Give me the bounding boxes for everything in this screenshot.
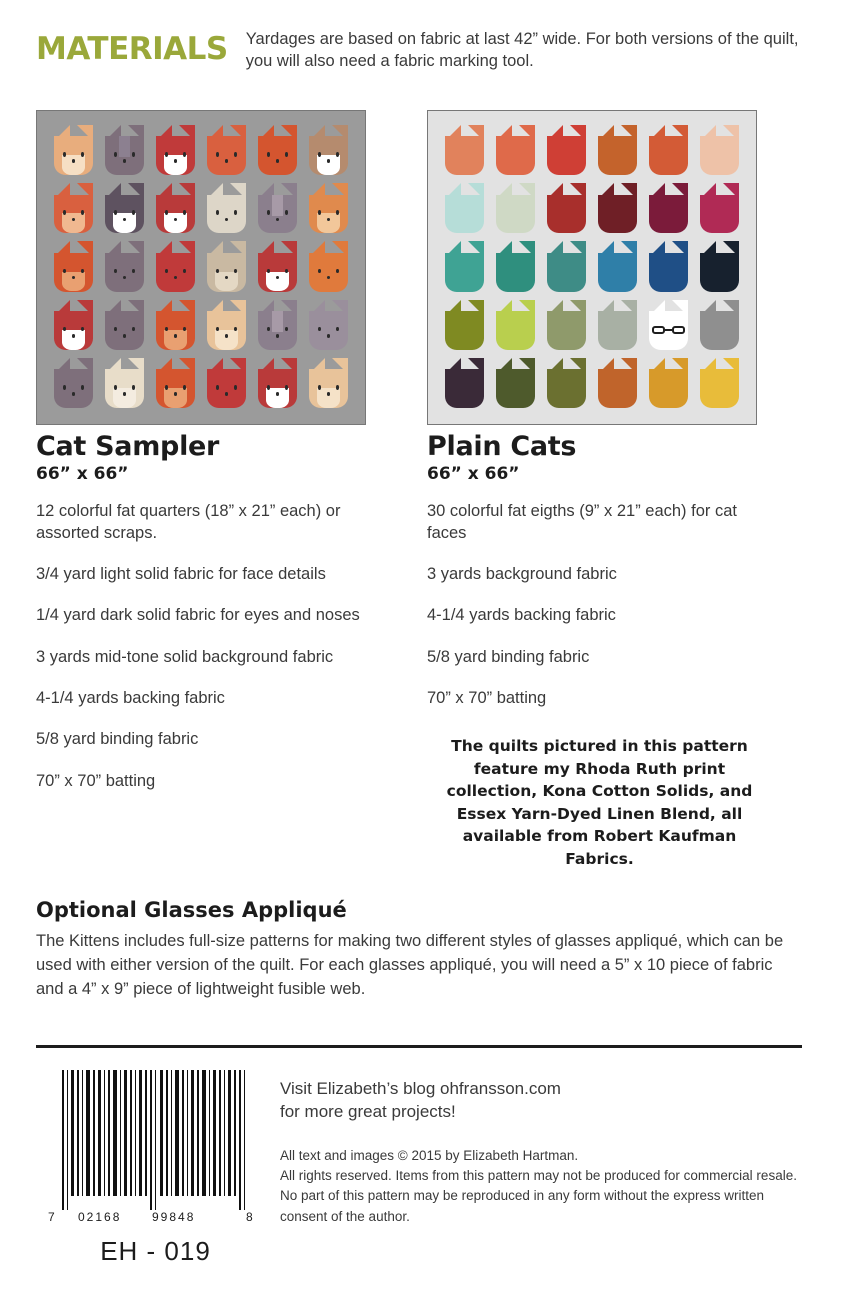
cat-stripe	[119, 136, 131, 157]
blog-line-1: Visit Elizabeth’s blog ohfransson.com	[280, 1079, 561, 1098]
cat-muzzle	[317, 155, 340, 175]
cat-head	[649, 195, 689, 234]
plain-cats-size: 66” x 66”	[427, 463, 520, 484]
cat-block	[51, 125, 96, 177]
blog-line-2: for more great projects!	[280, 1101, 456, 1121]
barcode-digit-group-1: 02168	[78, 1210, 122, 1224]
cat-muzzle	[62, 213, 85, 233]
cat-eye	[318, 327, 321, 332]
list-item: 4-1/4 yards backing fabric	[36, 689, 225, 708]
cat-head	[547, 369, 587, 408]
cat-eye	[267, 152, 270, 157]
cat-block	[697, 241, 742, 293]
cat-muzzle	[266, 388, 289, 408]
sku-label: EH - 019	[100, 1236, 211, 1266]
cat-sampler-size: 66” x 66”	[36, 463, 129, 484]
cat-eye	[267, 385, 270, 390]
cat-block	[544, 300, 589, 352]
cat-head	[598, 311, 638, 350]
cat-block	[442, 183, 487, 235]
cat-eye	[216, 327, 219, 332]
cat-block	[442, 241, 487, 293]
cat-muzzle	[113, 388, 136, 408]
barcode-digit-left: 7	[48, 1210, 55, 1224]
cat-muzzle	[266, 272, 289, 292]
cat-eye	[63, 327, 66, 332]
cat-head	[105, 311, 145, 350]
cat-head	[598, 369, 638, 408]
cat-eye	[63, 269, 66, 274]
cat-nose	[327, 334, 331, 338]
cat-block	[306, 183, 351, 235]
cat-muzzle	[164, 388, 187, 408]
cat-eye	[318, 210, 321, 215]
cat-eye	[318, 269, 321, 274]
cat-head	[649, 253, 689, 292]
barcode-digit-right: 8	[246, 1210, 253, 1224]
cat-eye	[267, 210, 270, 215]
optional-glasses-body: The Kittens includes full-size patterns for making two different styles of glasses appliqué, which can be used with either version of the quilt. For each glasses appliqué, you will need a 5” x 10 piece of fabric and a 4” x 9” piece of lightweight fusible web.	[36, 932, 784, 998]
cat-head	[496, 311, 536, 350]
barcode-block	[48, 1070, 263, 1267]
plain-cats-grid	[442, 125, 742, 410]
list-item: 4-1/4 yards backing fabric	[427, 606, 616, 625]
cat-head	[700, 136, 740, 175]
cat-eye	[267, 327, 270, 332]
cat-nose	[123, 392, 127, 396]
cat-head	[598, 195, 638, 234]
cat-head	[445, 253, 485, 292]
cat-muzzle	[164, 155, 187, 175]
cat-block	[204, 358, 249, 410]
optional-glasses-section	[36, 898, 804, 1002]
cat-nose	[174, 334, 178, 338]
cat-head	[496, 253, 536, 292]
cat-head	[598, 136, 638, 175]
cat-head	[547, 195, 587, 234]
list-item: 3 yards mid-tone solid background fabric	[36, 647, 334, 666]
cat-block	[646, 241, 691, 293]
cat-head	[496, 195, 536, 234]
cat-head	[496, 136, 536, 175]
list-item: 3 yards background fabric	[427, 565, 617, 584]
list-item: 70” x 70” batting	[427, 689, 547, 708]
cat-muzzle	[113, 213, 136, 233]
cat-head	[445, 369, 485, 408]
cat-head	[649, 369, 689, 408]
cat-block	[493, 300, 538, 352]
cat-eye	[114, 152, 117, 157]
cat-nose	[174, 392, 178, 396]
barcode-digit-group-2: 99848	[152, 1210, 196, 1224]
cat-block	[442, 125, 487, 177]
cat-head	[156, 253, 196, 292]
cat-block	[697, 300, 742, 352]
cat-eye	[114, 269, 117, 274]
cat-block	[102, 125, 147, 177]
cat-eye	[318, 385, 321, 390]
cat-head	[547, 136, 587, 175]
cat-eye	[114, 210, 117, 215]
cat-block	[153, 183, 198, 235]
cat-eye	[63, 385, 66, 390]
cat-block	[493, 358, 538, 410]
cat-head	[598, 253, 638, 292]
cat-muzzle	[62, 272, 85, 292]
cat-head	[700, 195, 740, 234]
cat-block	[646, 358, 691, 410]
cat-block	[697, 358, 742, 410]
cat-block	[442, 358, 487, 410]
cat-block	[493, 125, 538, 177]
cat-nose	[72, 334, 76, 338]
list-item: 70” x 70” batting	[36, 771, 156, 790]
cat-sampler-name: Cat Sampler	[36, 431, 220, 462]
cat-eye	[114, 327, 117, 332]
cat-nose	[72, 392, 76, 396]
cat-head	[649, 136, 689, 175]
materials-intro: Yardages are based on fabric at last 42” wide. For both versions of the quilt, you will also need a fabric marking tool.	[245, 30, 799, 71]
cat-muzzle	[215, 272, 238, 292]
cat-eye	[63, 152, 66, 157]
cat-stripe	[272, 195, 284, 216]
cat-block	[697, 125, 742, 177]
cat-nose	[327, 392, 331, 396]
footer-text-block	[280, 1078, 805, 1227]
list-item: 3/4 yard light solid fabric for face details	[36, 565, 326, 584]
cat-head	[700, 311, 740, 350]
plain-cats-name: Plain Cats	[427, 431, 577, 462]
cat-block	[544, 358, 589, 410]
cat-nose	[123, 334, 127, 338]
list-item: 1/4 yard dark solid fabric for eyes and noses	[36, 606, 360, 625]
cat-block	[255, 358, 300, 410]
cat-muzzle	[317, 213, 340, 233]
cat-head	[309, 311, 349, 350]
cat-block	[153, 125, 198, 177]
list-item: 5/8 yard binding fabric	[36, 730, 199, 749]
cat-block	[204, 125, 249, 177]
cat-muzzle	[164, 213, 187, 233]
cat-sampler-column	[36, 432, 381, 811]
cat-block	[51, 300, 96, 352]
cat-block	[204, 300, 249, 352]
cat-block	[255, 183, 300, 235]
cat-block	[102, 241, 147, 293]
cat-block	[646, 125, 691, 177]
cat-block	[102, 300, 147, 352]
cat-eye	[216, 385, 219, 390]
cat-eye	[216, 152, 219, 157]
cat-block	[493, 183, 538, 235]
cat-block	[153, 358, 198, 410]
barcode-image	[58, 1070, 254, 1210]
cat-block	[51, 358, 96, 410]
cat-block	[697, 183, 742, 235]
cat-block	[595, 358, 640, 410]
fabric-credit-note: The quilts pictured in this pattern feature my Rhoda Ruth print collection, Kona Cotton Solids, and Essex Yarn-Dyed Linen Blend, all available from Robert Kaufman Fabrics.	[446, 737, 753, 868]
cat-block	[204, 183, 249, 235]
cat-block	[153, 300, 198, 352]
cat-head	[207, 136, 247, 175]
cat-block	[493, 241, 538, 293]
barcode-digits	[48, 1210, 263, 1226]
plain-cats-column	[427, 432, 772, 870]
cat-block	[544, 241, 589, 293]
cat-block	[646, 300, 691, 352]
cat-head	[496, 369, 536, 408]
cat-eye	[165, 210, 168, 215]
cat-block	[255, 125, 300, 177]
cat-eye	[165, 269, 168, 274]
cat-block	[51, 183, 96, 235]
cat-muzzle	[215, 330, 238, 350]
cat-sampler-grid	[51, 125, 351, 410]
section-divider	[36, 1045, 802, 1048]
cat-block	[595, 183, 640, 235]
cat-eye	[165, 152, 168, 157]
cat-head	[258, 136, 298, 175]
materials-header	[36, 28, 820, 73]
cat-eye	[114, 385, 117, 390]
cat-block	[442, 300, 487, 352]
cat-head	[54, 369, 94, 408]
cat-block	[306, 241, 351, 293]
optional-glasses-heading: Optional Glasses Appliqué	[36, 898, 347, 922]
copyright-line: All text and images © 2015 by Elizabeth Hartman.	[280, 1147, 579, 1163]
cat-block	[306, 125, 351, 177]
cat-eye	[63, 210, 66, 215]
cat-head	[105, 253, 145, 292]
cat-eye	[165, 385, 168, 390]
page-title: MATERIALS	[36, 31, 228, 67]
cat-block	[544, 125, 589, 177]
cat-block	[306, 358, 351, 410]
cat-block	[595, 125, 640, 177]
cat-block	[102, 183, 147, 235]
cat-sampler-quilt-image	[36, 110, 366, 425]
cat-eye	[216, 210, 219, 215]
cat-head	[445, 195, 485, 234]
cat-nose	[276, 392, 280, 396]
cat-block	[306, 300, 351, 352]
cat-eye	[318, 152, 321, 157]
cat-nose	[225, 334, 229, 338]
cat-muzzle	[62, 330, 85, 350]
cat-muzzle	[317, 388, 340, 408]
cat-nose	[276, 334, 280, 338]
cat-block	[595, 241, 640, 293]
cat-block	[51, 241, 96, 293]
glasses-icon	[652, 326, 684, 334]
cat-head	[207, 369, 247, 408]
cat-muzzle	[62, 155, 85, 175]
cat-head	[700, 253, 740, 292]
cat-block	[204, 241, 249, 293]
cat-nose	[225, 392, 229, 396]
cat-head	[445, 311, 485, 350]
cat-eye	[165, 327, 168, 332]
cat-block	[255, 300, 300, 352]
cat-head	[547, 311, 587, 350]
fineprint	[280, 1146, 805, 1227]
cat-head	[207, 195, 247, 234]
cat-head	[445, 136, 485, 175]
cat-block	[102, 358, 147, 410]
cat-head	[547, 253, 587, 292]
cat-muzzle	[164, 330, 187, 350]
cat-block	[544, 183, 589, 235]
rights-line: All rights reserved. Items from this pattern may not be produced for commercial resale. No part of this pattern may be reproduced in any form without the express written consent of the author.	[280, 1168, 797, 1224]
cat-eye	[267, 269, 270, 274]
cat-block	[255, 241, 300, 293]
cat-block	[153, 241, 198, 293]
cat-stripe	[272, 311, 284, 332]
cat-head	[700, 369, 740, 408]
cat-block	[595, 300, 640, 352]
plain-cats-quilt-image	[427, 110, 757, 425]
cat-eye	[216, 269, 219, 274]
list-item: 5/8 yard binding fabric	[427, 647, 590, 666]
cat-head	[309, 253, 349, 292]
cat-block	[646, 183, 691, 235]
list-item: 12 colorful fat quarters (18” x 21” each) or assorted scraps.	[36, 501, 341, 542]
list-item: 30 colorful fat eigths (9” x 21” each) for cat faces	[427, 501, 737, 542]
